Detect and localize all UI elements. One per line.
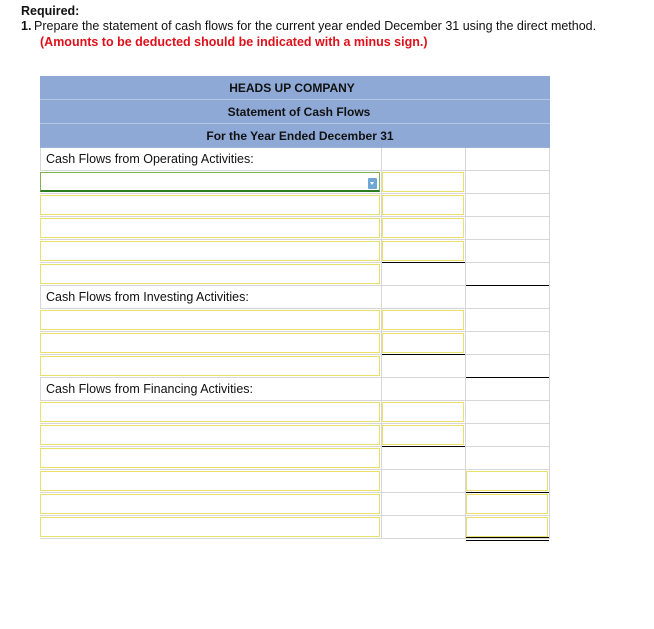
table-row: [40, 194, 550, 217]
table-row: [40, 470, 550, 493]
required-heading: Required:: [21, 4, 80, 18]
table-row: [40, 263, 550, 286]
account-dropdown[interactable]: [40, 172, 380, 192]
amount-input[interactable]: [382, 425, 464, 445]
account-input[interactable]: [40, 310, 380, 330]
table-row: [40, 171, 550, 194]
account-input[interactable]: [40, 333, 380, 353]
instruction-number: 1.: [21, 19, 32, 33]
account-input[interactable]: [40, 448, 380, 468]
amount-input[interactable]: [382, 333, 464, 353]
section-row-investing: [40, 286, 550, 309]
table-row: [40, 355, 550, 378]
financing-label: Cash Flows from Financing Activities:: [40, 378, 381, 400]
table-row: [40, 493, 550, 516]
instruction-text: Prepare the statement of cash flows for the current year ended December 31 using the direct method.: [34, 19, 597, 33]
section-row-financing: [40, 378, 550, 401]
statement-period: For the Year Ended December 31: [40, 124, 550, 148]
amount-input[interactable]: [382, 310, 464, 330]
section-row-operating: [40, 148, 550, 171]
account-input[interactable]: [40, 195, 380, 215]
total-input[interactable]: [466, 517, 548, 537]
company-name: HEADS UP COMPANY: [40, 76, 550, 100]
table-row: [40, 401, 550, 424]
table-row: [40, 217, 550, 240]
account-input[interactable]: [40, 471, 380, 491]
account-input[interactable]: [40, 241, 380, 261]
total-input[interactable]: [466, 494, 548, 514]
amount-input[interactable]: [382, 172, 464, 192]
account-input[interactable]: [40, 356, 380, 376]
amount-input[interactable]: [382, 241, 464, 261]
account-input[interactable]: [40, 494, 380, 514]
table-row: [40, 424, 550, 447]
table-row: [40, 309, 550, 332]
table-row: [40, 332, 550, 355]
account-input[interactable]: [40, 264, 380, 284]
statement-title: Statement of Cash Flows: [40, 100, 550, 124]
total-input[interactable]: [466, 471, 548, 491]
table-row: [40, 516, 550, 539]
cash-flow-worksheet: [40, 76, 550, 539]
table-row: [40, 447, 550, 470]
investing-label: Cash Flows from Investing Activities:: [40, 286, 381, 308]
account-input[interactable]: [40, 402, 380, 422]
account-input[interactable]: [40, 218, 380, 238]
table-row: [40, 240, 550, 263]
minus-sign-note: (Amounts to be deducted should be indicated with a minus sign.): [40, 35, 428, 49]
amount-input[interactable]: [382, 195, 464, 215]
account-input[interactable]: [40, 517, 380, 537]
operating-label: Cash Flows from Operating Activities:: [40, 148, 381, 170]
amount-input[interactable]: [382, 402, 464, 422]
amount-input[interactable]: [382, 218, 464, 238]
account-input[interactable]: [40, 425, 380, 445]
chevron-down-icon[interactable]: [368, 178, 377, 189]
instruction: [21, 19, 597, 33]
